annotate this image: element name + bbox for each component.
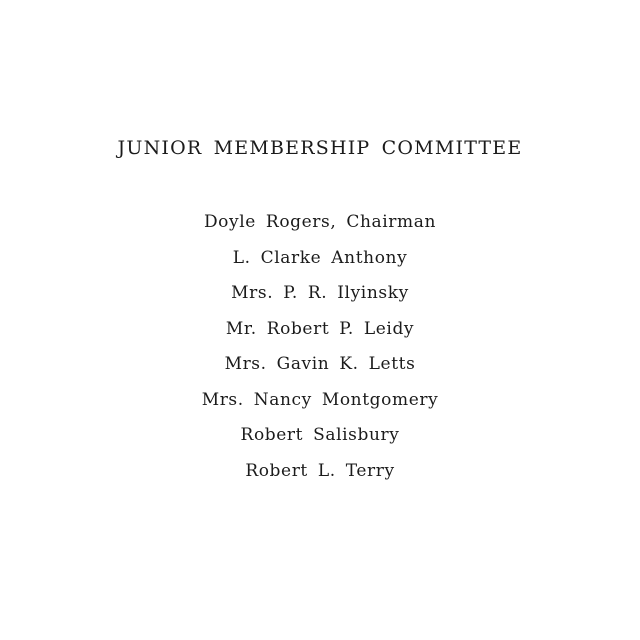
member-name: Robert L. Terry	[245, 460, 395, 481]
member-name: Robert Salisbury	[240, 425, 400, 445]
member-name: L. Clarke Anthony	[232, 247, 408, 268]
committee-title: JUNIOR MEMBERSHIP COMMITTEE	[117, 137, 523, 159]
member-name: Doyle Rogers, Chairman	[203, 212, 437, 232]
member-name: Mrs. Gavin K. Letts	[224, 354, 416, 374]
member-name: Mr. Robert P. Leidy	[225, 318, 415, 339]
member-list	[0, 207, 640, 491]
member-name: Mrs. Nancy Montgomery	[201, 389, 439, 410]
member-name: Mrs. P. R. Ilyinsky	[231, 283, 409, 303]
